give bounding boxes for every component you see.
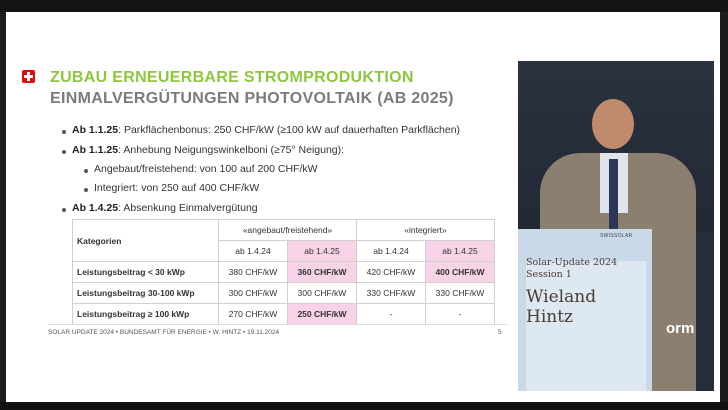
group-header-angebaut: «angebaut/freistehend» — [219, 220, 357, 241]
subheader-cell: ab 1.4.25 — [288, 241, 357, 262]
tariff-table — [72, 219, 495, 325]
page-number: 5 — [498, 329, 502, 336]
bullet-3: Ab 1.4.25: Absenkung Einmalvergütung — [72, 202, 258, 214]
table-row — [73, 304, 495, 325]
bullet-dot-icon — [62, 150, 66, 154]
table-cell: 400 CHF/kW — [426, 262, 495, 283]
row-label: Leistungsbeitrag ≥ 100 kWp — [73, 304, 219, 325]
group-header-integriert: «integriert» — [357, 220, 495, 241]
table-header-row — [73, 220, 495, 241]
slide-title-line1: ZUBAU ERNEUERBARE STROMPRODUKTION — [50, 69, 414, 86]
table-cell: 330 CHF/kW — [357, 283, 426, 304]
footer-divider — [48, 324, 508, 325]
bullet-2: Ab 1.1.25: Anhebung Neigungswinkelboni (≥75° Neigung): — [72, 144, 345, 156]
speaker-head — [592, 99, 634, 149]
speaker-tie — [609, 159, 618, 233]
table-cell: 300 CHF/kW — [219, 283, 288, 304]
speaker-video — [518, 61, 714, 391]
bullet-1: Ab 1.1.25: Parkflächenbonus: 250 CHF/kW (≥100 kW auf dauerhaften Parkflächen) — [72, 124, 461, 136]
session-line2: Session 1 — [526, 269, 572, 280]
table-cell: 270 CHF/kW — [219, 304, 288, 325]
row-label: Leistungsbeitrag < 30 kWp — [73, 262, 219, 283]
table-cell: 330 CHF/kW — [426, 283, 495, 304]
table-cell: 250 CHF/kW — [288, 304, 357, 325]
table-cell: - — [426, 304, 495, 325]
bullet-dot-icon — [84, 188, 88, 192]
slide-footer: SOLAR UPDATE 2024 • BUNDESAMT FÜR ENERGIE • W. HINTZ • 19.11.2024 — [48, 329, 280, 336]
bullet-dot-icon — [62, 130, 66, 134]
kategorien-header: Kategorien — [73, 220, 219, 262]
speaker-name-line1: Wieland — [526, 287, 597, 307]
subheader-cell: ab 1.4.25 — [426, 241, 495, 262]
row-label: Leistungsbeitrag 30-100 kWp — [73, 283, 219, 304]
background-text: orm — [666, 320, 695, 337]
swiss-cross-icon — [22, 70, 35, 83]
speaker-name-line2: Hintz — [526, 307, 573, 327]
slide-title-line2: EINMALVERGÜTUNGEN PHOTOVOLTAIK (AB 2025) — [50, 90, 454, 107]
table-cell: - — [357, 304, 426, 325]
table-cell: 360 CHF/kW — [288, 262, 357, 283]
podium-brand: SWISSOLAR — [600, 233, 633, 239]
bullet-dot-icon — [84, 169, 88, 173]
table-cell: 420 CHF/kW — [357, 262, 426, 283]
table-row — [73, 283, 495, 304]
top-bar — [0, 0, 728, 12]
table-cell: 300 CHF/kW — [288, 283, 357, 304]
table-row — [73, 262, 495, 283]
bottom-bar — [0, 402, 728, 410]
subheader-cell: ab 1.4.24 — [357, 241, 426, 262]
bullet-2a: Angebaut/freistehend: von 100 auf 200 CHF/kW — [94, 163, 318, 175]
session-line1: Solar-Update 2024 — [526, 257, 618, 268]
presentation-stage — [6, 12, 720, 402]
bullet-dot-icon — [62, 208, 66, 212]
table-cell: 380 CHF/kW — [219, 262, 288, 283]
subheader-cell: ab 1.4.24 — [219, 241, 288, 262]
bullet-2b: Integriert: von 250 auf 400 CHF/kW — [94, 182, 260, 194]
